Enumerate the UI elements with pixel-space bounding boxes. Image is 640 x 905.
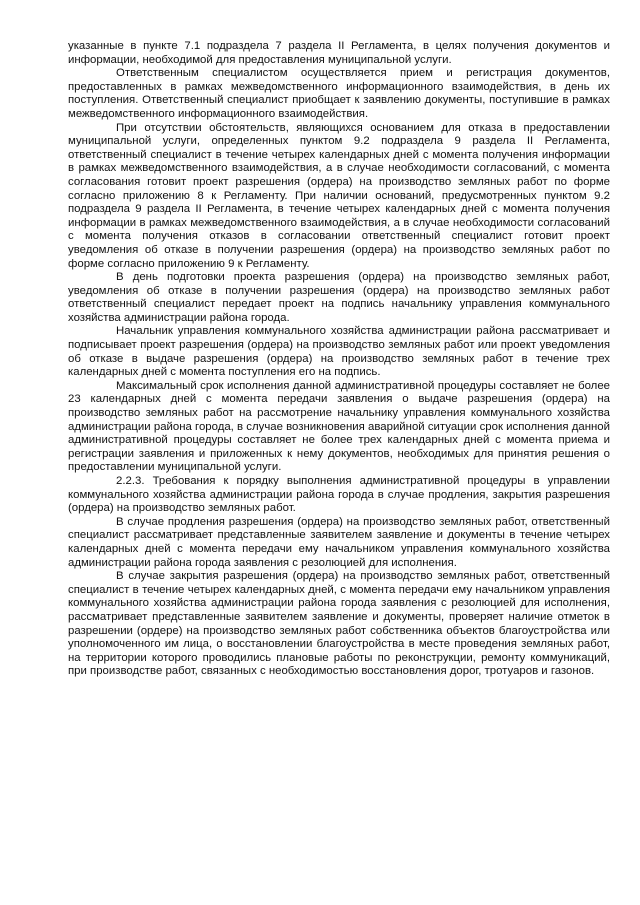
paragraph-submit-for-signature: В день подготовки проекта разрешения (ордера) на производство земляных работ, уведомления об отказе в получении разрешения (ордера) на производство земляных работ ответственный специалист передает проект на подпись начальнику управления коммунального хозяйства администрации района города. — [68, 271, 610, 324]
paragraph-closure: В случае закрытия разрешения (ордера) на производство земляных работ, ответственный специалист в течение четырех календарных дней, с момента передачи ему начальником управления коммунального хозяйства администрации района города заявления с резолюцией для исполнения, рассматривает представленные заявителем заявление и документы, проверяет наличие отметок в разрешении (ордере) на производство земляных работ собственника объектов благоустройства или уполномоченного им лица, о восстановлении благоустройства в месте проведения земляных работ, на территории которого проводились плановые работы по реконструкции, ремонту коммуникаций, при производстве работ, связанных с необходимостью восстановления дорог, тротуаров и газонов. — [68, 570, 610, 678]
paragraph-registration: Ответственным специалистом осуществляется прием и регистрация документов, предоставленных в рамках межведомственного информационного взаимодействия, в день их поступления. Ответственный специалист приобщает к заявлению документы, поступившие в рамках межведомственного информационного взаимодействия. — [68, 67, 610, 120]
document-page — [68, 40, 610, 679]
paragraph-head-review: Начальник управления коммунального хозяйства администрации района рассматривает и подписывает проект разрешения (ордера) на производство земляных работ или проект уведомления об отказе в выдаче разрешения (ордера) на производство земляных работ в течение трех календарных дней с момента поступления его на подпись. — [68, 325, 610, 379]
paragraph-continuation: указанные в пункте 7.1 подраздела 7 раздела II Регламента, в целях получения документов и информации, необходимой для предоставления муниципальной услуги. — [68, 40, 610, 66]
paragraph-extension: В случае продления разрешения (ордера) на производство земляных работ, ответственный специалист рассматривает представленные заявителем заявление и документы в течение четырех календарных дней с момента передачи ему начальником управления коммунального хозяйства администрации района города заявления с резолюцией для исполнения. — [68, 515, 610, 569]
paragraph-max-term: Максимальный срок исполнения данной административной процедуры составляет не более 23 календарных дней с момента передачи заявления о выдаче разрешения (ордера) на производство земляных работ на рассмотрение начальнику управления коммунального хозяйства администрации района города, в случае возникновения аварийной ситуации срок исполнения данной административной процедуры составляет не более трех календарных дней с момента приема и регистрации заявления и приложенных к нему документов, необходимых для принятия решения о предоставлении муниципальной услуги. — [68, 379, 610, 474]
section-heading-2-2-3: 2.2.3. Требования к порядку выполнения административной процедуры в управлении коммунального хозяйства администрации района города в случае продления, закрытия разрешения (ордера) на производство земляных работ. — [68, 475, 610, 515]
paragraph-draft-permit: При отсутствии обстоятельств, являющихся основанием для отказа в предоставлении муниципальной услуги, определенных пунктом 9.2 подраздела 9 раздела II Регламента, ответственный специалист в течение четырех календарных дней с момента получения информации в рамках межведомственного взаимодействия, а в случае необходимости согласований, с момента согласования готовит проект разрешения (ордера) на производство земляных работ по форме согласно приложению 8 к Регламенту. При наличии оснований, предусмотренных пунктом 9.2 подраздела 9 раздела II Регламента, в течение четырех календарных дней с момента получения информации в рамках межведомственного взаимодействия, а в случае необходимости согласований с момента получения отказов в согласовании ответственный специалист готовит проект уведомления об отказе в получении разрешения (ордера) на производство земляных работ по форме согласно приложению 9 к Регламенту. — [68, 121, 610, 270]
